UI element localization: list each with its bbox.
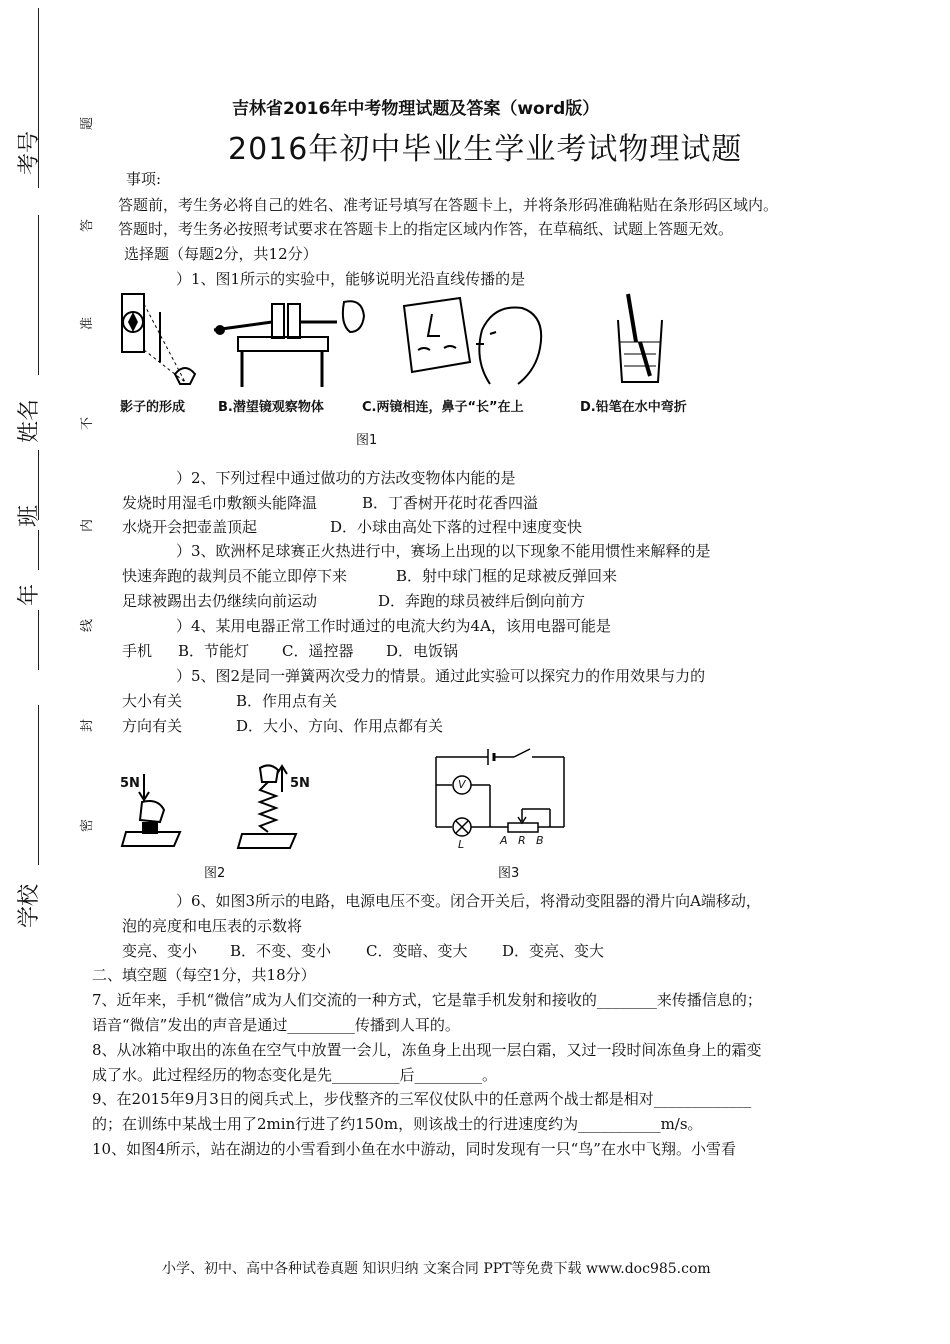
fig3-a-label: A: [500, 834, 508, 847]
seal-char: 密: [80, 818, 95, 832]
option-c: C．变暗、变大: [366, 942, 468, 960]
fig2-spring-pressed-illustration: [120, 770, 190, 860]
fig3-lamp-label: L: [458, 838, 465, 851]
option-d: D．奔跑的球员被绊后倒向前方: [378, 592, 586, 610]
question-line: 9、在2015年9月3日的阅兵式上，步伐整齐的三军仪仗队中的任意两个战士都是相对_____________: [92, 1090, 752, 1108]
side-label-class: 班: [17, 504, 42, 527]
option-a: 大小有关: [122, 692, 183, 710]
fig1-caption-c: C.两镜相连，鼻子“长”在上: [362, 400, 524, 415]
page-footer: 小学、初中、高中各种试卷真题 知识归纳 文案合同 PPT等免费下载 www.doc985.com: [162, 1261, 711, 1277]
question-line: 10、如图4所示，站在湖边的小雪看到小鱼在水中游动，同时发现有一只“鸟”在水中飞翔。小雪看: [92, 1140, 736, 1158]
question-line: 语音“微信”发出的声音是通过_________传播到人耳的。: [92, 1016, 460, 1034]
section-heading: 选择题（每题2分，共12分）: [124, 245, 318, 263]
option-b: B．不变、变小: [230, 942, 332, 960]
side-label-school: 学校: [17, 883, 42, 928]
question-line: 成了水。此过程经历的物态变化是先_________后_________。: [92, 1066, 498, 1084]
margin-rule: [38, 215, 39, 375]
option-c: 足球被踢出去仍继续向前运动: [122, 592, 318, 610]
seal-char: 不: [80, 416, 95, 430]
fig2-label: 图2: [204, 866, 226, 881]
option-d: D．电饭锅: [386, 642, 459, 660]
fig3-b-label: B: [536, 834, 544, 847]
fig2-left-force-label: 5N: [120, 776, 140, 791]
fig1-shadow-illustration: [120, 292, 210, 392]
option-d: D．变亮、变大: [502, 942, 605, 960]
fig3-label: 图3: [498, 866, 520, 881]
question-stem-cont: 泡的亮度和电压表的示数将: [122, 917, 303, 935]
question-stem: ）2、下列过程中通过做功的方法改变物体内能的是: [176, 469, 516, 487]
seal-char: 题: [80, 116, 95, 130]
option-b: B．作用点有关: [236, 692, 338, 710]
fig2-spring-stretched-illustration: [236, 760, 306, 860]
fig1-caption-a: 影子的形成: [120, 400, 186, 415]
seal-char: 线: [80, 618, 95, 632]
option-c: C．遥控器: [282, 642, 354, 660]
option-a: 手机: [122, 642, 153, 660]
option-a: 变亮、变小: [122, 942, 198, 960]
question-stem: ）3、欧洲杯足球赛正火热进行中，赛场上出现的以下现象不能用惯性来解释的是: [176, 542, 711, 560]
option-a: 快速奔跑的裁判员不能立即停下来: [122, 567, 348, 585]
margin-rule: [38, 530, 39, 570]
option-b: B．丁香树开花时花香四溢: [362, 494, 539, 512]
question-stem: ）4、某用电器正常工作时通过的电流大约为4A，该用电器可能是: [176, 617, 611, 635]
seal-char: 准: [80, 316, 95, 330]
option-c: 水烧开会把壶盖顶起: [122, 518, 258, 536]
question-line: 8、从冰箱中取出的冻鱼在空气中放置一会儿，冻鱼身上出现一层白霜，又过一段时间冻鱼身上的霜变: [92, 1041, 762, 1059]
seal-char: 内: [80, 518, 95, 532]
margin-rule: [38, 705, 39, 865]
notice-item: 答题时，考生务必按照考试要求在答题卡上的指定区域内作答，在草稿纸、试题上答题无效。: [118, 220, 734, 238]
option-a: 发烧时用湿毛巾敷额头能降温: [122, 494, 318, 512]
question-stem: ）6、如图3所示的电路，电源电压不变。闭合开关后，将滑动变阻器的滑片向A端移动，: [176, 892, 761, 910]
section-heading: 二、填空题（每空1分，共18分）: [92, 966, 316, 984]
fig1-label: 图1: [356, 433, 378, 448]
question-stem: ）5、图2是同一弹簧两次受力的情景。通过此实验可以探究力的作用效果与力的: [176, 667, 706, 685]
exam-title: 2016年初中毕业生学业考试物理试题: [228, 132, 743, 167]
question-line: 7、近年来，手机“微信”成为人们交流的一种方式，它是靠手机发射和接收的________来传播信息的；: [92, 991, 762, 1009]
fig1-periscope-illustration: [212, 292, 372, 392]
side-label-grade: 年: [17, 583, 42, 606]
notice-heading: 事项:: [126, 170, 162, 188]
side-label-exam-number: 考号: [17, 130, 42, 175]
margin-rule: [38, 610, 39, 670]
question-stem: ）1、图1所示的实验中，能够说明光沿直线传播的是: [176, 270, 526, 288]
document-title: 吉林省2016年中考物理试题及答案（word版）: [232, 99, 600, 119]
fig1-mirror-nose-illustration: [400, 296, 480, 386]
seal-char: 答: [80, 218, 95, 232]
fig3-r-label: R: [518, 834, 526, 847]
option-b: B．射中球门框的足球被反弹回来: [396, 567, 618, 585]
side-label-name: 姓名: [17, 398, 42, 443]
question-line: 的；在训练中某战士用了2min行进了约150m，则该战士的行进速度约为___________m/s。: [92, 1115, 703, 1133]
option-d: D．小球由高处下落的过程中速度变快: [330, 518, 583, 536]
fig1-face-illustration: [470, 300, 550, 390]
fig1-pencil-in-water-illustration: [610, 292, 670, 392]
notice-item: 答题前，考生务必将自己的姓名、准考证号填写在答题卡上，并将条形码准确粘贴在条形码区域内。: [118, 196, 779, 214]
fig3-circuit-diagram: [430, 745, 570, 845]
fig3-voltmeter-label: V: [458, 778, 466, 791]
seal-char: 封: [80, 718, 95, 732]
option-c: 方向有关: [122, 717, 183, 735]
fig1-caption-d: D.铅笔在水中弯折: [580, 400, 687, 415]
option-d: D．大小、方向、作用点都有关: [236, 717, 444, 735]
option-b: B．节能灯: [178, 642, 250, 660]
fig2-right-force-label: 5N: [290, 776, 310, 791]
fig1-caption-b: B.潜望镜观察物体: [218, 400, 324, 415]
